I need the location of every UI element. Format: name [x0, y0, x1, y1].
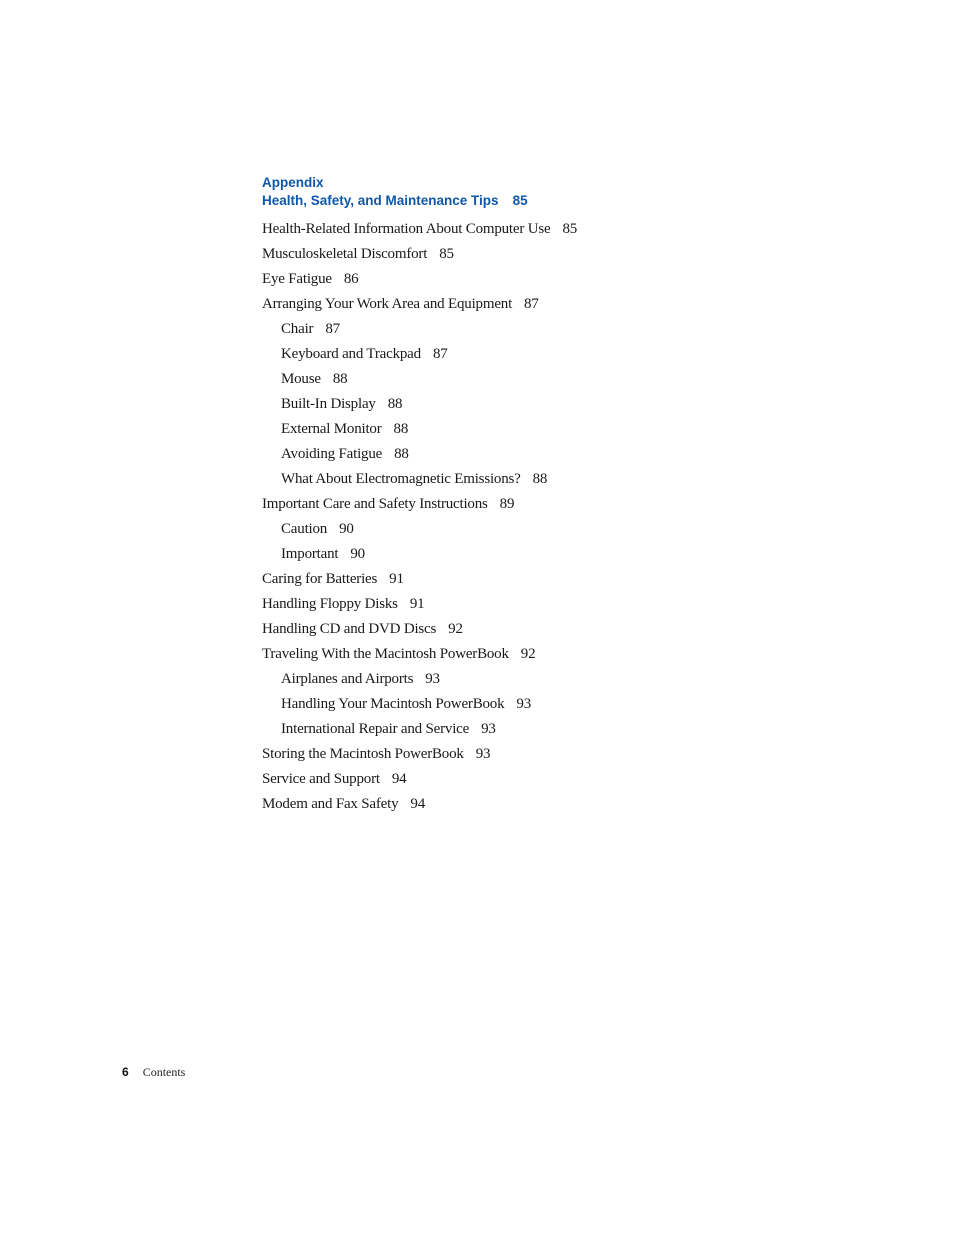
toc-entry-title: Modem and Fax Safety	[262, 796, 399, 812]
toc-entry-title: Avoiding Fatigue	[281, 446, 383, 462]
toc-entry[interactable]	[262, 442, 822, 467]
toc-entry-title: Chair	[281, 321, 314, 337]
toc-entry[interactable]	[262, 367, 822, 392]
toc-entry-title: Service and Support	[262, 771, 380, 787]
toc-entry[interactable]	[262, 417, 822, 442]
toc-entry-page: 87	[524, 296, 539, 312]
chapter-title-line	[262, 192, 822, 210]
toc-entry-page: 90	[350, 546, 365, 562]
toc-entry[interactable]	[262, 792, 822, 817]
toc-entry-page: 88	[387, 396, 403, 412]
toc-entry[interactable]	[262, 392, 822, 417]
toc-entry-page: 86	[343, 271, 359, 287]
toc-entry-page: 92	[520, 646, 536, 662]
chapter-heading	[262, 174, 822, 210]
toc-entry-page: 87	[325, 321, 340, 337]
toc-entry[interactable]	[262, 742, 822, 767]
toc-entry-title: Eye Fatigue	[262, 271, 332, 287]
toc-entry[interactable]	[262, 592, 822, 617]
toc-entry-page: 90	[339, 521, 354, 537]
toc-entry[interactable]	[262, 467, 822, 492]
toc-entry[interactable]	[262, 692, 822, 717]
chapter-page-number: 85	[512, 193, 528, 208]
toc-entry-page: 91	[389, 571, 404, 587]
toc-entry[interactable]	[262, 317, 822, 342]
toc-entry-title: Airplanes and Airports	[281, 671, 414, 687]
toc-entry-page: 93	[516, 696, 532, 712]
toc-entry[interactable]	[262, 542, 822, 567]
toc-entry[interactable]	[262, 667, 822, 692]
toc-entry-page: 88	[332, 371, 348, 387]
toc-entry[interactable]	[262, 217, 822, 242]
toc-entry-title: Musculoskeletal Discomfort	[262, 246, 428, 262]
toc-entry-title: Built-In Display	[281, 396, 376, 412]
toc-entry-page: 88	[394, 446, 409, 462]
toc-entry[interactable]	[262, 517, 822, 542]
toc-entry[interactable]	[262, 617, 822, 642]
toc-entry-title: International Repair and Service	[281, 721, 470, 737]
toc-entry-title: Handling CD and DVD Discs	[262, 621, 437, 637]
toc-entry-title: Mouse	[281, 371, 321, 387]
toc-list	[262, 217, 822, 817]
toc-entry-title: External Monitor	[281, 421, 382, 437]
toc-entry-title: Handling Floppy Disks	[262, 596, 398, 612]
toc-entry[interactable]	[262, 767, 822, 792]
footer-section-title: Contents	[142, 1065, 186, 1079]
page-footer	[122, 1063, 185, 1081]
toc-entry-page: 88	[532, 471, 548, 487]
toc-entry-page: 87	[432, 346, 448, 362]
toc-entry[interactable]	[262, 717, 822, 742]
toc-entry-page: 85	[562, 221, 578, 237]
toc-entry-page: 88	[393, 421, 409, 437]
toc-entry-page: 94	[410, 796, 426, 812]
footer-page-number: 6	[122, 1065, 129, 1079]
chapter-label: Appendix	[262, 175, 324, 190]
toc-entry-title: What About Electromagnetic Emissions?	[281, 471, 521, 487]
toc-entry-page: 92	[448, 621, 463, 637]
toc-entry-page: 93	[481, 721, 496, 737]
toc-entry[interactable]	[262, 567, 822, 592]
toc-entry-page: 93	[425, 671, 440, 687]
toc-entry[interactable]	[262, 292, 822, 317]
toc-entry[interactable]	[262, 242, 822, 267]
toc-entry-title: Caring for Batteries	[262, 571, 378, 587]
toc-entry-title: Caution	[281, 521, 328, 537]
toc-entry-title: Traveling With the Macintosh PowerBook	[262, 646, 509, 662]
toc-entry[interactable]	[262, 342, 822, 367]
toc-entry-page: 89	[499, 496, 515, 512]
toc-entry-title: Important Care and Safety Instructions	[262, 496, 488, 512]
toc-entry-page: 93	[475, 746, 491, 762]
toc-entry-page: 94	[391, 771, 407, 787]
toc-entry-page: 91	[409, 596, 425, 612]
toc-entry[interactable]	[262, 642, 822, 667]
toc-entry-title: Storing the Macintosh PowerBook	[262, 746, 464, 762]
toc-entry-title: Arranging Your Work Area and Equipment	[262, 296, 513, 312]
chapter-title: Health, Safety, and Maintenance Tips	[262, 193, 499, 208]
toc-entry-title: Handling Your Macintosh PowerBook	[281, 696, 505, 712]
toc-entry-title: Health-Related Information About Computer Use	[262, 221, 551, 237]
toc-entry-title: Keyboard and Trackpad	[281, 346, 421, 362]
toc-entry-page: 85	[439, 246, 454, 262]
toc-entry[interactable]	[262, 267, 822, 292]
toc-entry-title: Important	[281, 546, 339, 562]
toc-entry[interactable]	[262, 492, 822, 517]
